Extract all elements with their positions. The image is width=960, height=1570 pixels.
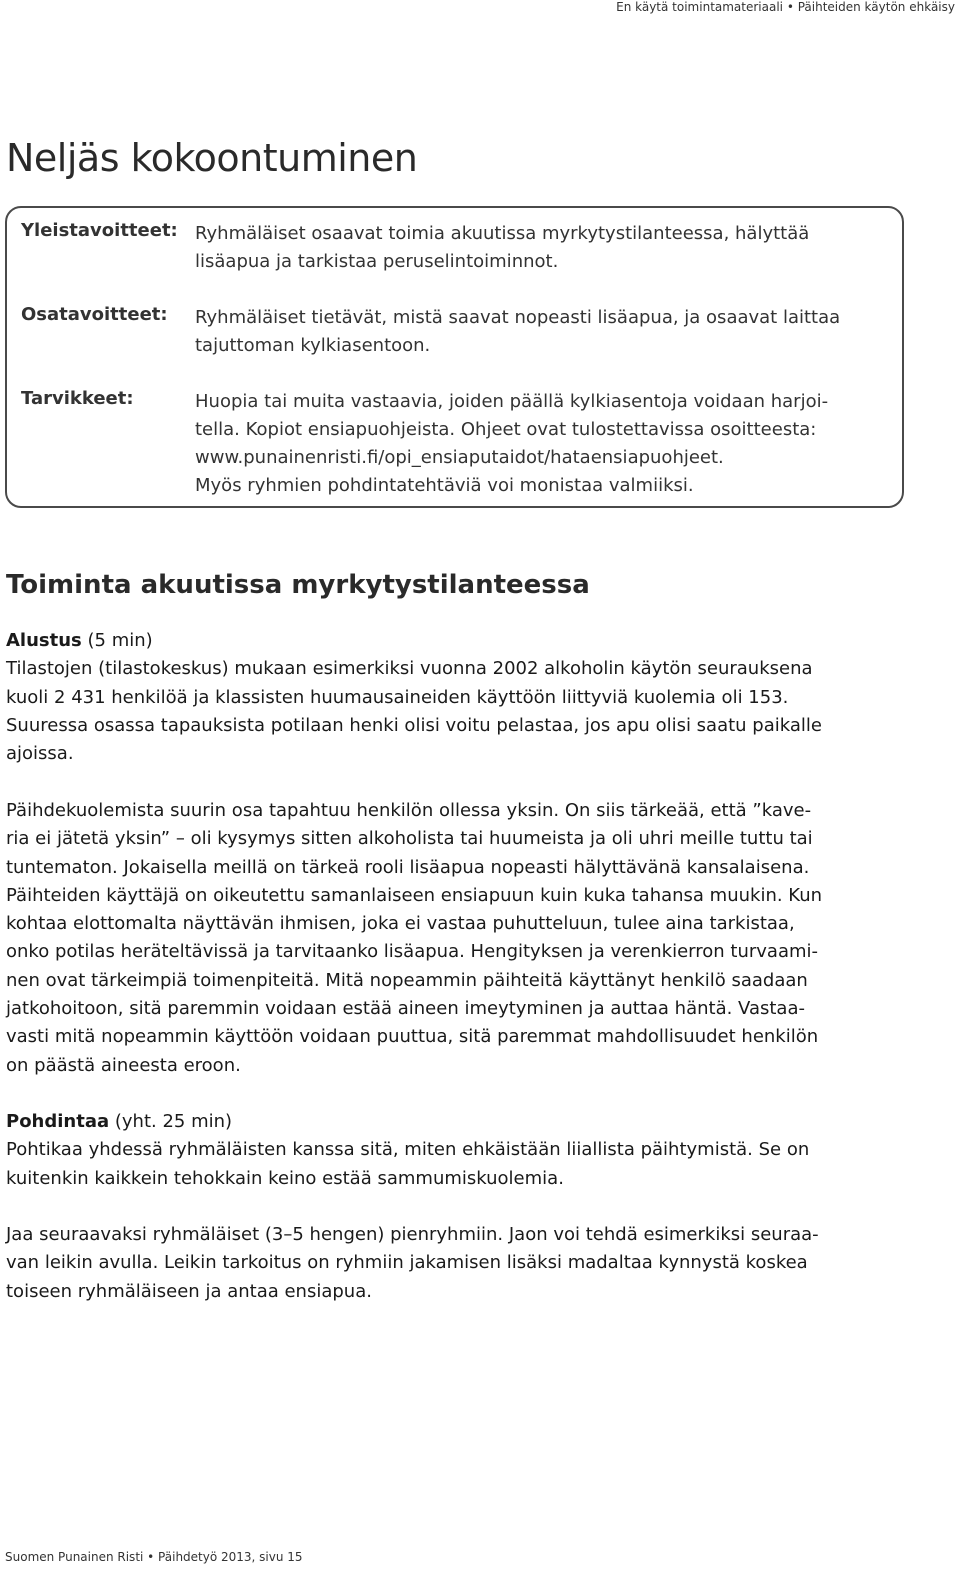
text-line: kohtaa elottomalta näyttävän ihmisen, joka ei vastaa puhutteluun, tulee aina tarkistaa,: [6, 913, 795, 935]
section-heading: Toiminta akuutissa myrkytystilanteessa: [6, 570, 590, 600]
goal-label: Osatavoitteet:: [21, 304, 168, 325]
goal-line: tajuttoman kylkiasentoon.: [195, 335, 431, 356]
text-line: nen ovat tärkeimpiä toimenpiteitä. Mitä nopeammin päihteitä käyttänyt henkilö saadaan: [6, 969, 808, 991]
pohdintaa-duration: (yht. 25 min): [114, 1111, 233, 1132]
pohdintaa-heading: [6, 1108, 886, 1136]
goal-line: Ryhmäläiset tietävät, mistä saavat nopeasti lisäapua, ja osaavat laittaa: [195, 307, 841, 328]
text-line: Päihteiden käyttäjä on oikeutettu samanlaiseen ensiapuun kuin kuka tahansa muukin. Kun: [6, 884, 823, 906]
text-line: Päihdekuolemista suurin osa tapahtuu henkilön ollessa yksin. On siis tärkeää, että ”kave-: [6, 800, 812, 821]
text-line: tuntematon. Jokaisella meillä on tärkeä rooli lisäapua nopeasti hälyttävänä kansalaisena.: [6, 856, 810, 878]
text-line: ria ei jätetä yksin” – oli kysymys sitten alkoholista tai huumeista ja oli uhri meille tuttu tai: [6, 828, 813, 850]
text-line: Jaa seuraavaksi ryhmäläiset (3–5 hengen) pienryhmiin. Jaon voi tehdä esimerkiksi seuraa-: [6, 1224, 819, 1245]
pohdintaa-title: Pohdintaa: [6, 1111, 110, 1132]
text-line: Pohtikaa yhdessä ryhmäläisten kanssa sitä, miten ehkäistään liiallista päihtymistä. Se on: [6, 1139, 810, 1161]
text-line: kuoli 2 431 henkilöä ja klassisten huumausaineiden käyttöön liittyviä kuolemia oli 153.: [6, 686, 789, 708]
text-line: onko potilas heräteltävissä ja tarvitaanko lisäapua. Hengityksen ja verenkierron turvaami-: [6, 941, 819, 963]
goal-line: Myös ryhmien pohdintatehtäviä voi monistaa valmiiksi.: [195, 475, 694, 496]
goal-line: tella. Kopiot ensiapuohjeista. Ohjeet ovat tulostettavissa osoitteesta:: [195, 419, 817, 440]
text-line: on päästä aineesta eroon.: [6, 1054, 241, 1076]
alustus-paragraph-2-block: [6, 797, 886, 1080]
alustus-title: Alustus: [6, 630, 82, 651]
page-footer: Suomen Punainen Risti • Päihdetyö 2013, sivu 15: [5, 1550, 303, 1564]
text-line: ajoissa.: [6, 743, 74, 765]
alustus-duration: (5 min): [87, 630, 153, 651]
goals-box: [5, 206, 904, 508]
goal-line: Huopia tai muita vastaavia, joiden päällä kylkiasentoja voidaan harjoi-: [195, 391, 829, 412]
page-title: Neljäs kokoontuminen: [6, 136, 418, 180]
text-line: jatkohoitoon, sitä paremmin voidaan estää aineen imeytyminen ja auttaa häntä. Vastaa-: [6, 998, 805, 1020]
alustus-paragraph-1: [6, 655, 886, 768]
goal-label: Tarvikkeet:: [21, 388, 134, 409]
text-line: toiseen ryhmäläiseen ja antaa ensiapua.: [6, 1280, 372, 1302]
text-line: Tilastojen (tilastokeskus) mukaan esimerkiksi vuonna 2002 alkoholin käytön seurauksena: [6, 658, 813, 680]
text-line: van leikin avulla. Leikin tarkoitus on ryhmiin jakamisen lisäksi madaltaa kynnystä koskea: [6, 1252, 808, 1274]
text-line: Suuressa osassa tapauksista potilaan henki olisi voitu pelastaa, jos apu olisi saatu paikalle: [6, 714, 822, 736]
goal-text: [195, 388, 885, 500]
text-line: vasti mitä nopeammin käyttöön voidaan puuttua, sitä paremmat mahdollisuudet henkilön: [6, 1026, 819, 1048]
pohdintaa-paragraph-2-block: [6, 1221, 886, 1306]
running-header: En käytä toimintamateriaali • Päihteiden käytön ehkäisy: [616, 0, 955, 14]
goal-line: lisäapua ja tarkistaa peruselintoiminnot.: [195, 251, 559, 272]
alustus-paragraph-2: [6, 797, 886, 1080]
text-line: kuitenkin kaikkein tehokkain keino estää sammumiskuolemia.: [6, 1167, 564, 1189]
goal-text: [195, 220, 885, 276]
goal-line: Ryhmäläiset osaavat toimia akuutissa myrkytystilanteessa, hälyttää: [195, 223, 810, 244]
goal-line: www.punainenristi.fi/opi_ensiaputaidot/hataensiapuohjeet.: [195, 447, 724, 468]
pohdintaa-block: [6, 1108, 886, 1193]
goal-text: [195, 304, 885, 360]
alustus-heading: [6, 627, 886, 655]
goal-label: Yleistavoitteet:: [21, 220, 178, 241]
pohdintaa-paragraph-1: [6, 1136, 886, 1193]
alustus-block: [6, 627, 886, 768]
pohdintaa-paragraph-2: [6, 1221, 886, 1306]
